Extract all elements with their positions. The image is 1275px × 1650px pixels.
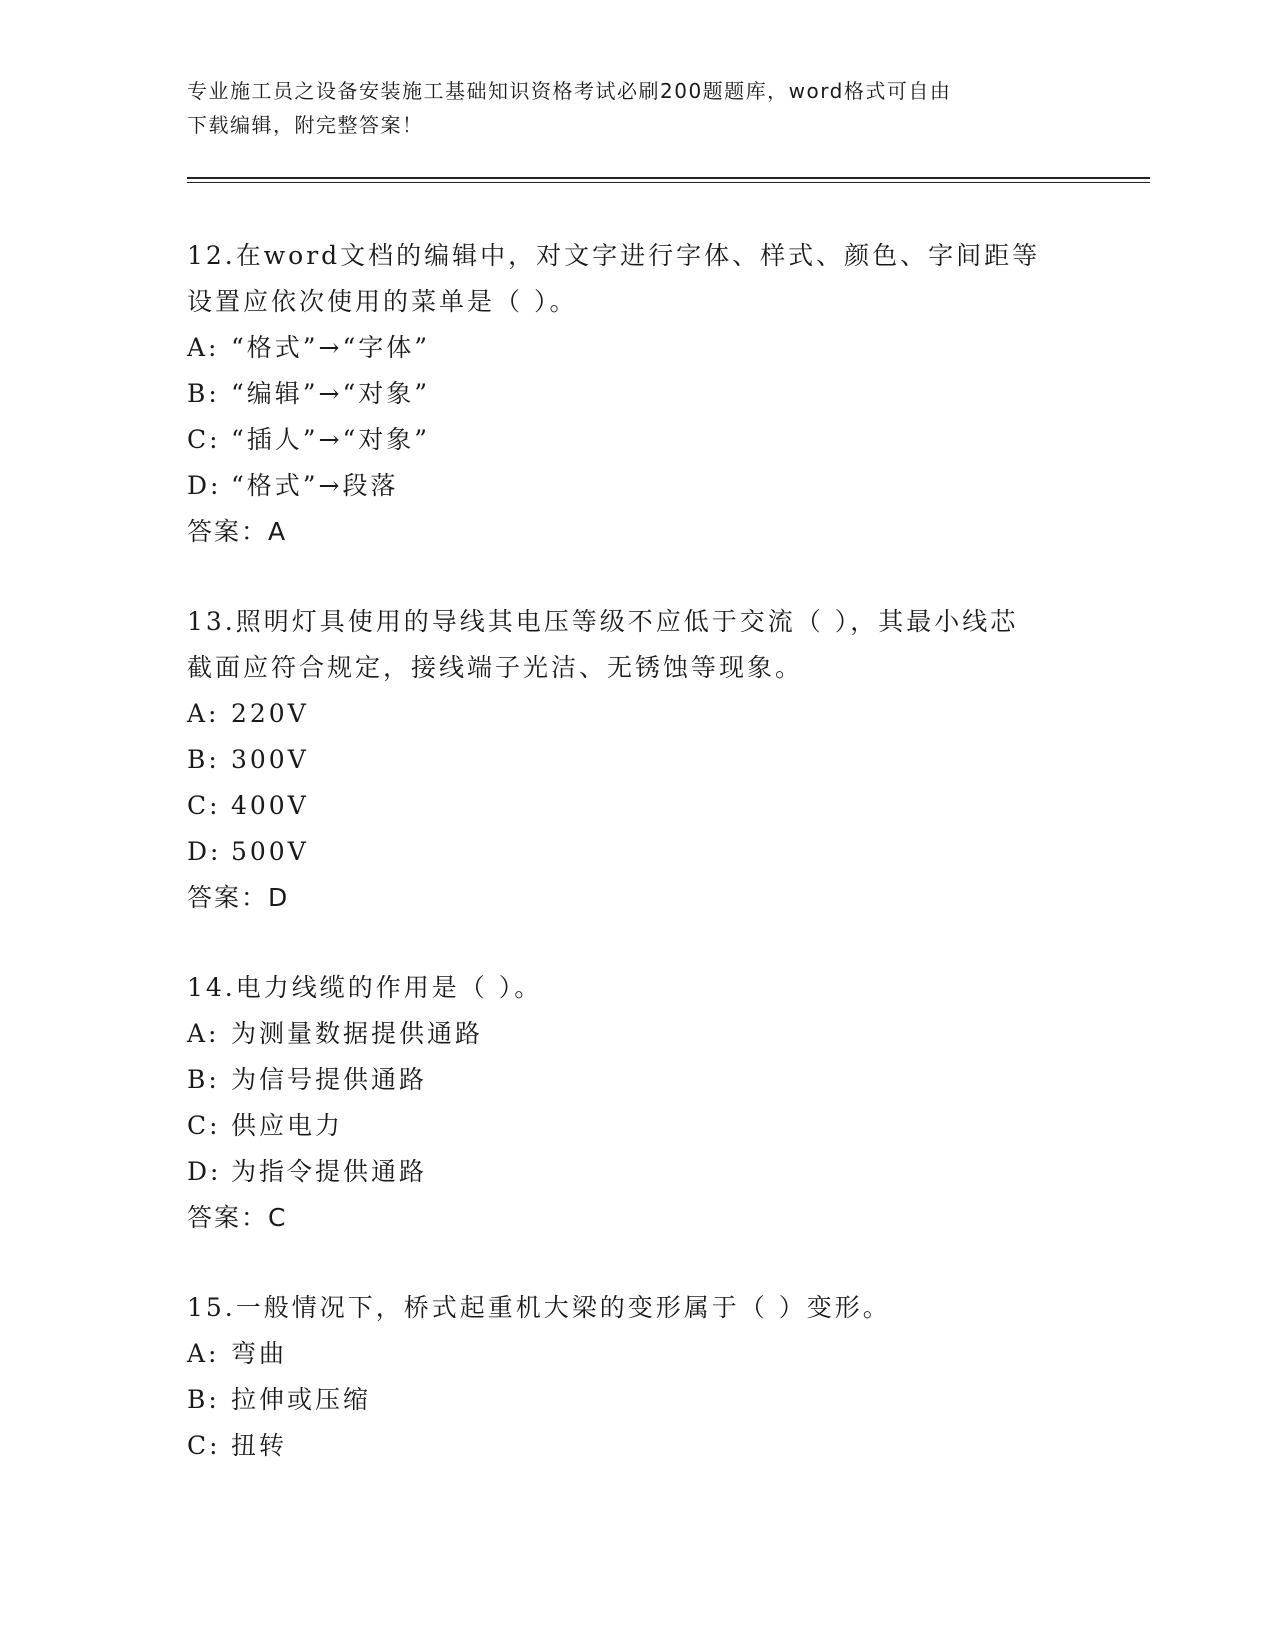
option-b [187, 371, 1067, 417]
question-list [187, 233, 1067, 1513]
option-letter: D: [187, 471, 222, 500]
option-b [187, 1377, 1067, 1423]
option-d [187, 463, 1067, 509]
question-13 [187, 599, 1067, 921]
header-line-2: 下载编辑，附完整答案！ [187, 113, 424, 137]
option-letter: A: [187, 699, 220, 728]
option-text: 为测量数据提供通路 [231, 1019, 484, 1048]
option-text: 拉伸或压缩 [231, 1385, 372, 1414]
option-letter: A: [187, 333, 220, 362]
option-text: 为信号提供通路 [231, 1065, 428, 1094]
option-letter: A: [187, 1339, 220, 1368]
question-14 [187, 965, 1067, 1241]
option-letter: A: [187, 1019, 220, 1048]
header-rule-thin [187, 182, 1150, 183]
option-letter: B: [187, 379, 220, 408]
option-d [187, 829, 1067, 875]
answer-line: 答案：D [187, 883, 290, 912]
answer-line: 答案：A [187, 517, 288, 546]
option-c [187, 1423, 1067, 1469]
option-letter: B: [187, 745, 220, 774]
answer-line: 答案：C [187, 1203, 288, 1232]
option-text: “格式”→段落 [231, 471, 399, 500]
option-text: 供应电力 [231, 1111, 344, 1140]
option-letter: C: [187, 791, 221, 820]
option-a [187, 325, 1067, 371]
question-stem-line: 设置应依次使用的菜单是（ ）。 [187, 287, 578, 316]
option-text: “插人”→“对象” [231, 425, 431, 454]
header-line-1: 专业施工员之设备安装施工基础知识资格考试必刷200题题库，word格式可自由 [187, 79, 952, 103]
option-b [187, 737, 1067, 783]
option-text: “编辑”→“对象” [231, 379, 431, 408]
option-letter: C: [187, 1431, 221, 1460]
question-stem-line: 截面应符合规定，接线端子光洁、无锈蚀等现象。 [187, 653, 804, 682]
option-d [187, 1149, 1067, 1195]
option-text: 220V [231, 699, 309, 728]
option-text: 300V [231, 745, 309, 774]
option-text: 弯曲 [231, 1339, 288, 1368]
option-letter: B: [187, 1065, 220, 1094]
option-a [187, 691, 1067, 737]
question-stem-line: 14.电力线缆的作用是（ ）。 [187, 973, 543, 1002]
option-letter: D: [187, 1157, 222, 1186]
option-letter: D: [187, 837, 222, 866]
question-12 [187, 233, 1067, 555]
document-header [187, 74, 1067, 142]
option-text: 500V [231, 837, 309, 866]
option-letter: B: [187, 1385, 220, 1414]
question-stem-line: 12.在word文档的编辑中，对文字进行字体、样式、颜色、字间距等 [187, 241, 1041, 270]
option-c [187, 417, 1067, 463]
option-letter: C: [187, 425, 221, 454]
question-stem-line: 15.一般情况下，桥式起重机大梁的变形属于（ ）变形。 [187, 1293, 891, 1322]
option-c [187, 783, 1067, 829]
option-a [187, 1011, 1067, 1057]
header-rule-thick [187, 177, 1150, 179]
option-text: “格式”→“字体” [231, 333, 431, 362]
option-c [187, 1103, 1067, 1149]
option-a [187, 1331, 1067, 1377]
option-text: 400V [231, 791, 309, 820]
option-text: 为指令提供通路 [231, 1157, 428, 1186]
option-text: 扭转 [231, 1431, 288, 1460]
question-stem-line: 13.照明灯具使用的导线其电压等级不应低于交流（ ），其最小线芯 [187, 607, 1019, 636]
option-b [187, 1057, 1067, 1103]
question-15 [187, 1285, 1067, 1469]
option-letter: C: [187, 1111, 221, 1140]
